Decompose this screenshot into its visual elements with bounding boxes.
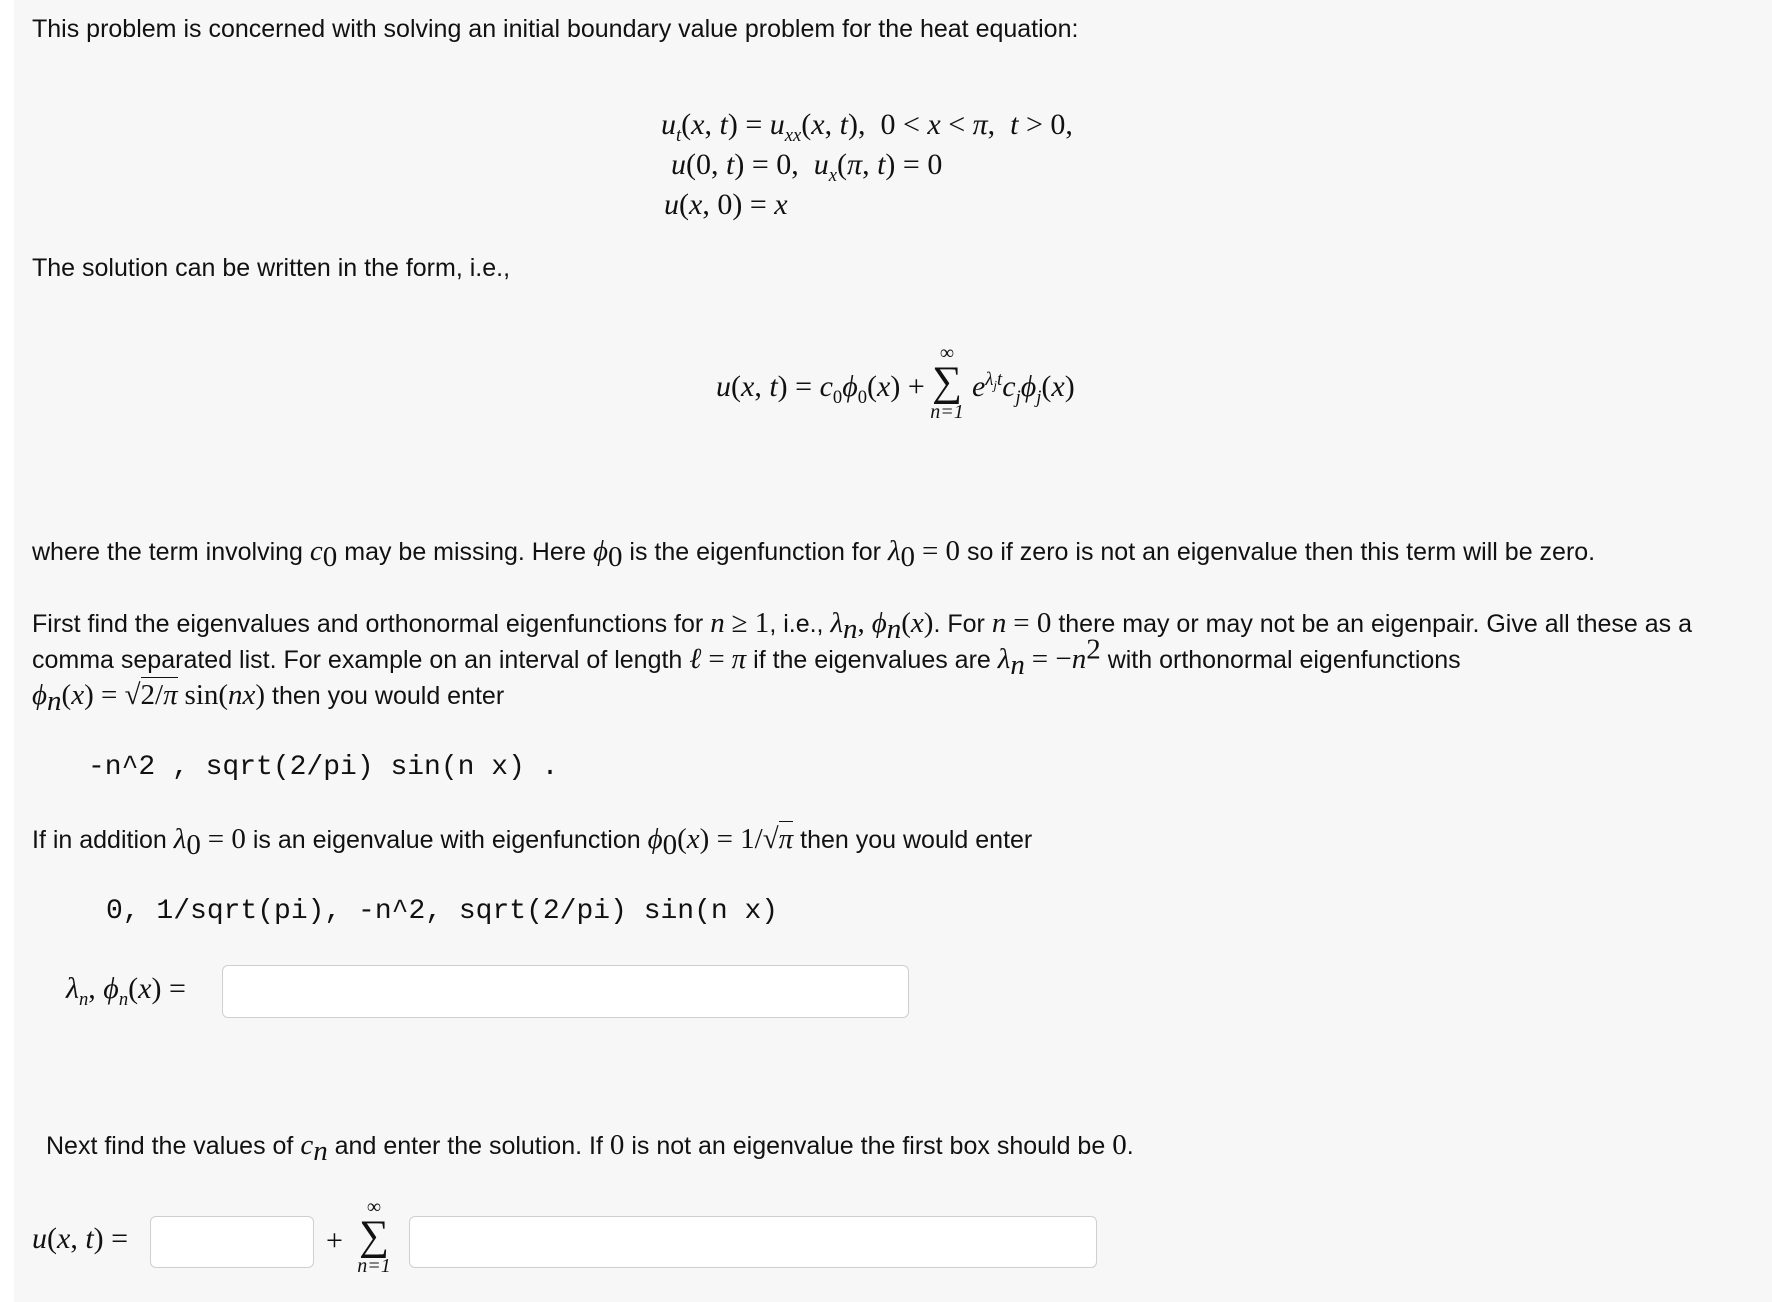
- solution-sum-symbol: [927, 344, 967, 422]
- pde-equation: $u_t(x$, $t) = u_{xx}(x$, t), 0 < x < π, t > 0,: [661, 108, 1073, 146]
- solution-input-label: u(x, t) =: [32, 1222, 129, 1255]
- sum-lower-limit: n=1: [930, 401, 964, 423]
- boundary-conditions: u(0, t) = 0, $u_x(\pi$, t) = 0: [671, 148, 943, 186]
- first-find-line2: comma separated list. For example on an interval of length ℓ = π if the eigenvalues are $\lambda_n = -n^2$ with orthonormal eigenfunctions: [32, 633, 1461, 681]
- answer-sum-sign: ∑: [359, 1213, 389, 1259]
- c0-note: where the term involving $c_0$ may be missing. Here $\phi_0$ is the eigenfunction for $\lambda_0 = 0$ so if zero is not an eigenvalue then this term will be zero.: [32, 535, 1596, 573]
- answer-sum-symbol: [354, 1198, 394, 1276]
- intro-text: This problem is concerned with solving an initial boundary value problem for the heat equation:: [32, 15, 1079, 43]
- example2-code: 0, 1/sqrt(pi), -n^2, sqrt(2/pi) sin(n x): [106, 896, 779, 927]
- series-term-input[interactable]: [409, 1216, 1097, 1268]
- solution-form-text: The solution can be written in the form, i.e.,: [32, 254, 511, 282]
- solution-formula: u(x, $t) = c_0\phi_0(x)$ +: [716, 370, 925, 408]
- initial-condition: u(x, 0) = x: [664, 188, 788, 221]
- c0-term-input[interactable]: [150, 1216, 314, 1268]
- first-find-line1: First find the eigenvalues and orthonormal eigenfunctions for n ≥ 1, i.e., $\lambda_n$, $\phi_n(x)$. For n = 0 there may or may not be an eigenpair. Give all these as a: [32, 607, 1693, 645]
- first-find-line3: $\phi_n(x) = √2/\pi$ sin(nx) then you would enter: [32, 679, 505, 717]
- sum-sign: ∑: [932, 359, 962, 405]
- plus-sign: +: [326, 1224, 343, 1257]
- answer-sum-upper: ∞: [366, 1196, 382, 1218]
- addition-text: If in addition $\lambda_0 = 0$ is an eigenvalue with eigenfunction $\phi_0(x) = 1/√\pi$ then you would enter: [32, 823, 1033, 861]
- eigen-input-label: $\lambda_n$, $\phi_n(x)$ =: [66, 972, 186, 1010]
- next-find-text: Next find the values of $c_n$ and enter the solution. If 0 is not an eigenvalue the first box should be 0.: [46, 1129, 1134, 1167]
- left-margin: [0, 0, 14, 1302]
- answer-sum-lower: n=1: [357, 1255, 391, 1277]
- eigen-answer-input[interactable]: [222, 965, 909, 1018]
- solution-summand: $e^{\lambda_jt}c_j\phi_j(x)$: [972, 369, 1075, 408]
- example1-code: -n^2 , sqrt(2/pi) sin(n x) .: [88, 752, 559, 783]
- sum-upper-limit: ∞: [939, 342, 955, 364]
